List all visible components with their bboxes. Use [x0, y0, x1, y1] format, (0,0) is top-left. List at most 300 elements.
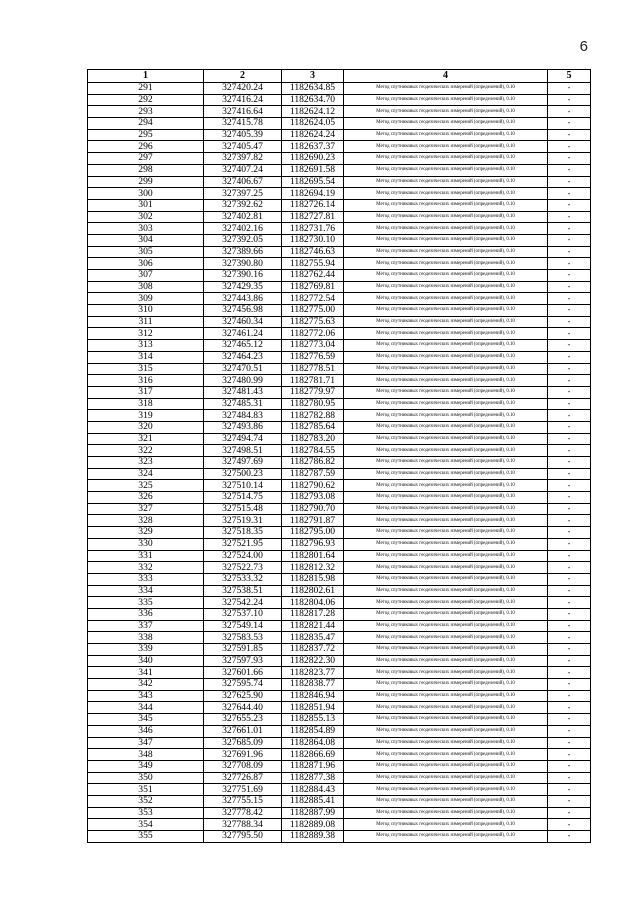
- y-coordinate-cell: 1182726.14: [282, 199, 344, 211]
- y-coordinate-cell: 1182887.99: [282, 807, 344, 819]
- table-row: [88, 480, 591, 492]
- y-coordinate-cell: 1182779.97: [282, 386, 344, 398]
- point-number-cell: 343: [88, 690, 204, 702]
- method-cell: Метод спутниковых геодезических измерений (определений), 0.10: [344, 386, 548, 398]
- point-number-cell: 338: [88, 632, 204, 644]
- note-cell: -: [548, 106, 591, 118]
- column-header-1: 1: [88, 70, 204, 83]
- note-cell: -: [548, 316, 591, 328]
- point-number-cell: 317: [88, 386, 204, 398]
- point-number-cell: 291: [88, 83, 204, 95]
- column-header-2: 2: [204, 70, 282, 83]
- x-coordinate-cell: 327405.39: [204, 129, 282, 141]
- x-coordinate-cell: 327390.16: [204, 270, 282, 282]
- x-coordinate-cell: 327415.78: [204, 118, 282, 130]
- x-coordinate-cell: 327407.24: [204, 164, 282, 176]
- x-coordinate-cell: 327416.24: [204, 94, 282, 106]
- y-coordinate-cell: 1182791.87: [282, 515, 344, 527]
- note-cell: -: [548, 655, 591, 667]
- column-header-5: 5: [548, 70, 591, 83]
- x-coordinate-cell: 327484.83: [204, 410, 282, 422]
- x-coordinate-cell: 327518.35: [204, 527, 282, 539]
- note-cell: -: [548, 410, 591, 422]
- point-number-cell: 323: [88, 457, 204, 469]
- note-cell: -: [548, 141, 591, 153]
- note-cell: -: [548, 246, 591, 258]
- note-cell: -: [548, 258, 591, 270]
- point-number-cell: 330: [88, 538, 204, 550]
- point-number-cell: 351: [88, 784, 204, 796]
- method-cell: Метод спутниковых геодезических измерений (определений), 0.10: [344, 141, 548, 153]
- table-row: [88, 153, 591, 165]
- table-row: [88, 433, 591, 445]
- y-coordinate-cell: 1182694.19: [282, 188, 344, 200]
- method-cell: Метод спутниковых геодезических измерений (определений), 0.10: [344, 281, 548, 293]
- point-number-cell: 319: [88, 410, 204, 422]
- note-cell: -: [548, 457, 591, 469]
- note-cell: -: [548, 620, 591, 632]
- method-cell: Метод спутниковых геодезических измерений (определений), 0.10: [344, 305, 548, 317]
- x-coordinate-cell: 327795.50: [204, 831, 282, 843]
- table-row: [88, 667, 591, 679]
- method-cell: Метод спутниковых геодезических измерений (определений), 0.10: [344, 223, 548, 235]
- method-cell: Метод спутниковых геодезических измерений (определений), 0.10: [344, 129, 548, 141]
- note-cell: -: [548, 714, 591, 726]
- y-coordinate-cell: 1182634.85: [282, 83, 344, 95]
- method-cell: Метод спутниковых геодезических измерений (определений), 0.10: [344, 164, 548, 176]
- point-number-cell: 318: [88, 398, 204, 410]
- method-cell: Метод спутниковых геодезических измерений (определений), 0.10: [344, 749, 548, 761]
- y-coordinate-cell: 1182793.08: [282, 492, 344, 504]
- note-cell: -: [548, 492, 591, 504]
- point-number-cell: 310: [88, 305, 204, 317]
- x-coordinate-cell: 327644.40: [204, 702, 282, 714]
- point-number-cell: 316: [88, 375, 204, 387]
- method-cell: Метод спутниковых геодезических измерений (определений), 0.10: [344, 94, 548, 106]
- method-cell: Метод спутниковых геодезических измерений (определений), 0.10: [344, 293, 548, 305]
- point-number-cell: 327: [88, 503, 204, 515]
- note-cell: -: [548, 749, 591, 761]
- table-row: [88, 340, 591, 352]
- x-coordinate-cell: 327524.00: [204, 550, 282, 562]
- table-row: [88, 784, 591, 796]
- note-cell: -: [548, 351, 591, 363]
- table-row: [88, 772, 591, 784]
- x-coordinate-cell: 327389.66: [204, 246, 282, 258]
- method-cell: Метод спутниковых геодезических измерений (определений), 0.10: [344, 714, 548, 726]
- x-coordinate-cell: 327778.42: [204, 807, 282, 819]
- note-cell: -: [548, 608, 591, 620]
- table-row: [88, 550, 591, 562]
- point-number-cell: 335: [88, 597, 204, 609]
- note-cell: -: [548, 340, 591, 352]
- page-number: 6: [579, 38, 588, 55]
- method-cell: Метод спутниковых геодезических измерений (определений), 0.10: [344, 457, 548, 469]
- note-cell: -: [548, 129, 591, 141]
- table-row: [88, 281, 591, 293]
- y-coordinate-cell: 1182864.08: [282, 737, 344, 749]
- table-row: [88, 725, 591, 737]
- x-coordinate-cell: 327685.09: [204, 737, 282, 749]
- table-row: [88, 819, 591, 831]
- note-cell: -: [548, 223, 591, 235]
- x-coordinate-cell: 327390.80: [204, 258, 282, 270]
- y-coordinate-cell: 1182624.05: [282, 118, 344, 130]
- column-header-3: 3: [282, 70, 344, 83]
- y-coordinate-cell: 1182796.93: [282, 538, 344, 550]
- y-coordinate-cell: 1182746.63: [282, 246, 344, 258]
- point-number-cell: 306: [88, 258, 204, 270]
- point-number-cell: 337: [88, 620, 204, 632]
- x-coordinate-cell: 327481.43: [204, 386, 282, 398]
- point-number-cell: 300: [88, 188, 204, 200]
- note-cell: -: [548, 644, 591, 656]
- table-row: [88, 270, 591, 282]
- table-row: [88, 655, 591, 667]
- point-number-cell: 297: [88, 153, 204, 165]
- table-row: [88, 831, 591, 843]
- table-row: [88, 94, 591, 106]
- point-number-cell: 355: [88, 831, 204, 843]
- method-cell: Метод спутниковых геодезических измерений (определений), 0.10: [344, 550, 548, 562]
- note-cell: -: [548, 585, 591, 597]
- note-cell: -: [548, 831, 591, 843]
- note-cell: -: [548, 188, 591, 200]
- point-number-cell: 349: [88, 760, 204, 772]
- point-number-cell: 299: [88, 176, 204, 188]
- method-cell: Метод спутниковых геодезических измерений (определений), 0.10: [344, 468, 548, 480]
- table-row: [88, 749, 591, 761]
- table-row: [88, 585, 591, 597]
- note-cell: -: [548, 293, 591, 305]
- table-body: [88, 83, 591, 843]
- x-coordinate-cell: 327392.05: [204, 234, 282, 246]
- table-row: [88, 503, 591, 515]
- method-cell: Метод спутниковых геодезических измерений (определений), 0.10: [344, 527, 548, 539]
- table-row: [88, 807, 591, 819]
- note-cell: -: [548, 760, 591, 772]
- method-cell: Метод спутниковых геодезических измерений (определений), 0.10: [344, 831, 548, 843]
- method-cell: Метод спутниковых геодезических измерений (определений), 0.10: [344, 433, 548, 445]
- table-row: [88, 188, 591, 200]
- point-number-cell: 326: [88, 492, 204, 504]
- method-cell: Метод спутниковых геодезических измерений (определений), 0.10: [344, 270, 548, 282]
- point-number-cell: 294: [88, 118, 204, 130]
- point-number-cell: 334: [88, 585, 204, 597]
- y-coordinate-cell: 1182822.30: [282, 655, 344, 667]
- method-cell: Метод спутниковых геодезических измерений (определений), 0.10: [344, 246, 548, 258]
- point-number-cell: 339: [88, 644, 204, 656]
- point-number-cell: 305: [88, 246, 204, 258]
- note-cell: -: [548, 480, 591, 492]
- note-cell: -: [548, 819, 591, 831]
- y-coordinate-cell: 1182823.77: [282, 667, 344, 679]
- y-coordinate-cell: 1182889.08: [282, 819, 344, 831]
- method-cell: Метод спутниковых геодезических измерений (определений), 0.10: [344, 153, 548, 165]
- method-cell: Метод спутниковых геодезических измерений (определений), 0.10: [344, 480, 548, 492]
- table-row: [88, 690, 591, 702]
- point-number-cell: 304: [88, 234, 204, 246]
- point-number-cell: 333: [88, 573, 204, 585]
- x-coordinate-cell: 327726.87: [204, 772, 282, 784]
- point-number-cell: 336: [88, 608, 204, 620]
- note-cell: -: [548, 94, 591, 106]
- y-coordinate-cell: 1182838.77: [282, 679, 344, 691]
- point-number-cell: 303: [88, 223, 204, 235]
- method-cell: Метод спутниковых геодезических измерений (определений), 0.10: [344, 644, 548, 656]
- y-coordinate-cell: 1182773.04: [282, 340, 344, 352]
- y-coordinate-cell: 1182781.71: [282, 375, 344, 387]
- point-number-cell: 331: [88, 550, 204, 562]
- table-row: [88, 679, 591, 691]
- y-coordinate-cell: 1182780.95: [282, 398, 344, 410]
- y-coordinate-cell: 1182812.32: [282, 562, 344, 574]
- point-number-cell: 347: [88, 737, 204, 749]
- x-coordinate-cell: 327519.31: [204, 515, 282, 527]
- table-row: [88, 760, 591, 772]
- point-number-cell: 298: [88, 164, 204, 176]
- point-number-cell: 332: [88, 562, 204, 574]
- table-row: [88, 457, 591, 469]
- table-row: [88, 632, 591, 644]
- y-coordinate-cell: 1182695.54: [282, 176, 344, 188]
- x-coordinate-cell: 327402.16: [204, 223, 282, 235]
- table-row: [88, 164, 591, 176]
- y-coordinate-cell: 1182637.37: [282, 141, 344, 153]
- y-coordinate-cell: 1182821.44: [282, 620, 344, 632]
- note-cell: -: [548, 433, 591, 445]
- x-coordinate-cell: 327493.86: [204, 421, 282, 433]
- y-coordinate-cell: 1182762.44: [282, 270, 344, 282]
- method-cell: Метод спутниковых геодезических измерений (определений), 0.10: [344, 199, 548, 211]
- note-cell: -: [548, 632, 591, 644]
- point-number-cell: 345: [88, 714, 204, 726]
- x-coordinate-cell: 327533.32: [204, 573, 282, 585]
- method-cell: Метод спутниковых геодезических измерений (определений), 0.10: [344, 258, 548, 270]
- table-row: [88, 118, 591, 130]
- y-coordinate-cell: 1182790.62: [282, 480, 344, 492]
- point-number-cell: 325: [88, 480, 204, 492]
- method-cell: Метод спутниковых геодезических измерений (определений), 0.10: [344, 632, 548, 644]
- note-cell: -: [548, 445, 591, 457]
- table-row: [88, 176, 591, 188]
- note-cell: -: [548, 305, 591, 317]
- y-coordinate-cell: 1182889.38: [282, 831, 344, 843]
- table-row: [88, 795, 591, 807]
- x-coordinate-cell: 327514.75: [204, 492, 282, 504]
- table-row: [88, 597, 591, 609]
- point-number-cell: 340: [88, 655, 204, 667]
- y-coordinate-cell: 1182877.38: [282, 772, 344, 784]
- method-cell: Метод спутниковых геодезических измерений (определений), 0.10: [344, 620, 548, 632]
- note-cell: -: [548, 772, 591, 784]
- x-coordinate-cell: 327521.95: [204, 538, 282, 550]
- x-coordinate-cell: 327625.90: [204, 690, 282, 702]
- method-cell: Метод спутниковых геодезических измерений (определений), 0.10: [344, 106, 548, 118]
- point-number-cell: 314: [88, 351, 204, 363]
- x-coordinate-cell: 327708.09: [204, 760, 282, 772]
- table-row: [88, 737, 591, 749]
- x-coordinate-cell: 327515.48: [204, 503, 282, 515]
- table-row: [88, 305, 591, 317]
- point-number-cell: 354: [88, 819, 204, 831]
- method-cell: Метод спутниковых геодезических измерений (определений), 0.10: [344, 363, 548, 375]
- y-coordinate-cell: 1182691.58: [282, 164, 344, 176]
- x-coordinate-cell: 327392.62: [204, 199, 282, 211]
- x-coordinate-cell: 327755.15: [204, 795, 282, 807]
- table-row: [88, 246, 591, 258]
- x-coordinate-cell: 327788.34: [204, 819, 282, 831]
- method-cell: Метод спутниковых геодезических измерений (определений), 0.10: [344, 211, 548, 223]
- table-row: [88, 83, 591, 95]
- x-coordinate-cell: 327537.10: [204, 608, 282, 620]
- table-row: [88, 375, 591, 387]
- method-cell: Метод спутниковых геодезических измерений (определений), 0.10: [344, 585, 548, 597]
- y-coordinate-cell: 1182804.06: [282, 597, 344, 609]
- x-coordinate-cell: 327460.34: [204, 316, 282, 328]
- point-number-cell: 307: [88, 270, 204, 282]
- method-cell: Метод спутниковых геодезических измерений (определений), 0.10: [344, 492, 548, 504]
- y-coordinate-cell: 1182801.64: [282, 550, 344, 562]
- note-cell: -: [548, 234, 591, 246]
- method-cell: Метод спутниковых геодезических измерений (определений), 0.10: [344, 176, 548, 188]
- method-cell: Метод спутниковых геодезических измерений (определений), 0.10: [344, 83, 548, 95]
- method-cell: Метод спутниковых геодезических измерений (определений), 0.10: [344, 538, 548, 550]
- y-coordinate-cell: 1182835.47: [282, 632, 344, 644]
- x-coordinate-cell: 327655.23: [204, 714, 282, 726]
- y-coordinate-cell: 1182782.88: [282, 410, 344, 422]
- table-row: [88, 223, 591, 235]
- note-cell: -: [548, 562, 591, 574]
- method-cell: Метод спутниковых геодезических измерений (определений), 0.10: [344, 772, 548, 784]
- note-cell: -: [548, 527, 591, 539]
- table-row: [88, 258, 591, 270]
- x-coordinate-cell: 327402.81: [204, 211, 282, 223]
- table-row: [88, 316, 591, 328]
- method-cell: Метод спутниковых геодезических измерений (определений), 0.10: [344, 784, 548, 796]
- table-row: [88, 293, 591, 305]
- y-coordinate-cell: 1182790.70: [282, 503, 344, 515]
- y-coordinate-cell: 1182776.59: [282, 351, 344, 363]
- method-cell: Метод спутниковых геодезических измерений (определений), 0.10: [344, 737, 548, 749]
- x-coordinate-cell: 327500.23: [204, 468, 282, 480]
- table-row: [88, 445, 591, 457]
- method-cell: Метод спутниковых геодезических измерений (определений), 0.10: [344, 340, 548, 352]
- y-coordinate-cell: 1182846.94: [282, 690, 344, 702]
- x-coordinate-cell: 327542.24: [204, 597, 282, 609]
- x-coordinate-cell: 327583.53: [204, 632, 282, 644]
- method-cell: Метод спутниковых геодезических измерений (определений), 0.10: [344, 819, 548, 831]
- point-number-cell: 308: [88, 281, 204, 293]
- note-cell: -: [548, 386, 591, 398]
- x-coordinate-cell: 327405.47: [204, 141, 282, 153]
- table-row: [88, 363, 591, 375]
- note-cell: -: [548, 725, 591, 737]
- y-coordinate-cell: 1182855.13: [282, 714, 344, 726]
- table-row: [88, 644, 591, 656]
- table-row: [88, 211, 591, 223]
- x-coordinate-cell: 327601.66: [204, 667, 282, 679]
- method-cell: Метод спутниковых геодезических измерений (определений), 0.10: [344, 398, 548, 410]
- table-row: [88, 620, 591, 632]
- table-row: [88, 410, 591, 422]
- point-number-cell: 292: [88, 94, 204, 106]
- point-number-cell: 301: [88, 199, 204, 211]
- point-number-cell: 296: [88, 141, 204, 153]
- note-cell: -: [548, 737, 591, 749]
- table-row: [88, 398, 591, 410]
- x-coordinate-cell: 327480.99: [204, 375, 282, 387]
- note-cell: -: [548, 538, 591, 550]
- y-coordinate-cell: 1182727.81: [282, 211, 344, 223]
- point-number-cell: 321: [88, 433, 204, 445]
- table-row: [88, 714, 591, 726]
- point-number-cell: 309: [88, 293, 204, 305]
- x-coordinate-cell: 327661.01: [204, 725, 282, 737]
- note-cell: -: [548, 375, 591, 387]
- note-cell: -: [548, 164, 591, 176]
- x-coordinate-cell: 327538.51: [204, 585, 282, 597]
- table-row: [88, 129, 591, 141]
- y-coordinate-cell: 1182730.10: [282, 234, 344, 246]
- y-coordinate-cell: 1182634.70: [282, 94, 344, 106]
- note-cell: -: [548, 807, 591, 819]
- note-cell: -: [548, 667, 591, 679]
- note-cell: -: [548, 153, 591, 165]
- table-row: [88, 527, 591, 539]
- x-coordinate-cell: 327456.98: [204, 305, 282, 317]
- table-row: [88, 492, 591, 504]
- table-row: [88, 468, 591, 480]
- table-row: [88, 234, 591, 246]
- point-number-cell: 302: [88, 211, 204, 223]
- y-coordinate-cell: 1182775.00: [282, 305, 344, 317]
- method-cell: Метод спутниковых геодезических измерений (определений), 0.10: [344, 690, 548, 702]
- y-coordinate-cell: 1182787.59: [282, 468, 344, 480]
- point-number-cell: 350: [88, 772, 204, 784]
- x-coordinate-cell: 327591.85: [204, 644, 282, 656]
- note-cell: -: [548, 270, 591, 282]
- note-cell: -: [548, 118, 591, 130]
- note-cell: -: [548, 690, 591, 702]
- table-row: [88, 573, 591, 585]
- table-row: [88, 106, 591, 118]
- y-coordinate-cell: 1182866.69: [282, 749, 344, 761]
- coordinates-table: [87, 69, 591, 843]
- point-number-cell: 324: [88, 468, 204, 480]
- note-cell: -: [548, 679, 591, 691]
- y-coordinate-cell: 1182624.12: [282, 106, 344, 118]
- coordinates-table-container: [87, 69, 590, 843]
- y-coordinate-cell: 1182817.28: [282, 608, 344, 620]
- y-coordinate-cell: 1182885.41: [282, 795, 344, 807]
- method-cell: Метод спутниковых геодезических измерений (определений), 0.10: [344, 725, 548, 737]
- x-coordinate-cell: 327691.96: [204, 749, 282, 761]
- method-cell: Метод спутниковых геодезических измерений (определений), 0.10: [344, 655, 548, 667]
- table-row: [88, 421, 591, 433]
- column-header-4: 4: [344, 70, 548, 83]
- point-number-cell: 295: [88, 129, 204, 141]
- method-cell: Метод спутниковых геодезических измерений (определений), 0.10: [344, 234, 548, 246]
- method-cell: Метод спутниковых геодезических измерений (определений), 0.10: [344, 188, 548, 200]
- method-cell: Метод спутниковых геодезических измерений (определений), 0.10: [344, 573, 548, 585]
- point-number-cell: 352: [88, 795, 204, 807]
- point-number-cell: 348: [88, 749, 204, 761]
- point-number-cell: 322: [88, 445, 204, 457]
- point-number-cell: 342: [88, 679, 204, 691]
- method-cell: Метод спутниковых геодезических измерений (определений), 0.10: [344, 795, 548, 807]
- x-coordinate-cell: 327597.93: [204, 655, 282, 667]
